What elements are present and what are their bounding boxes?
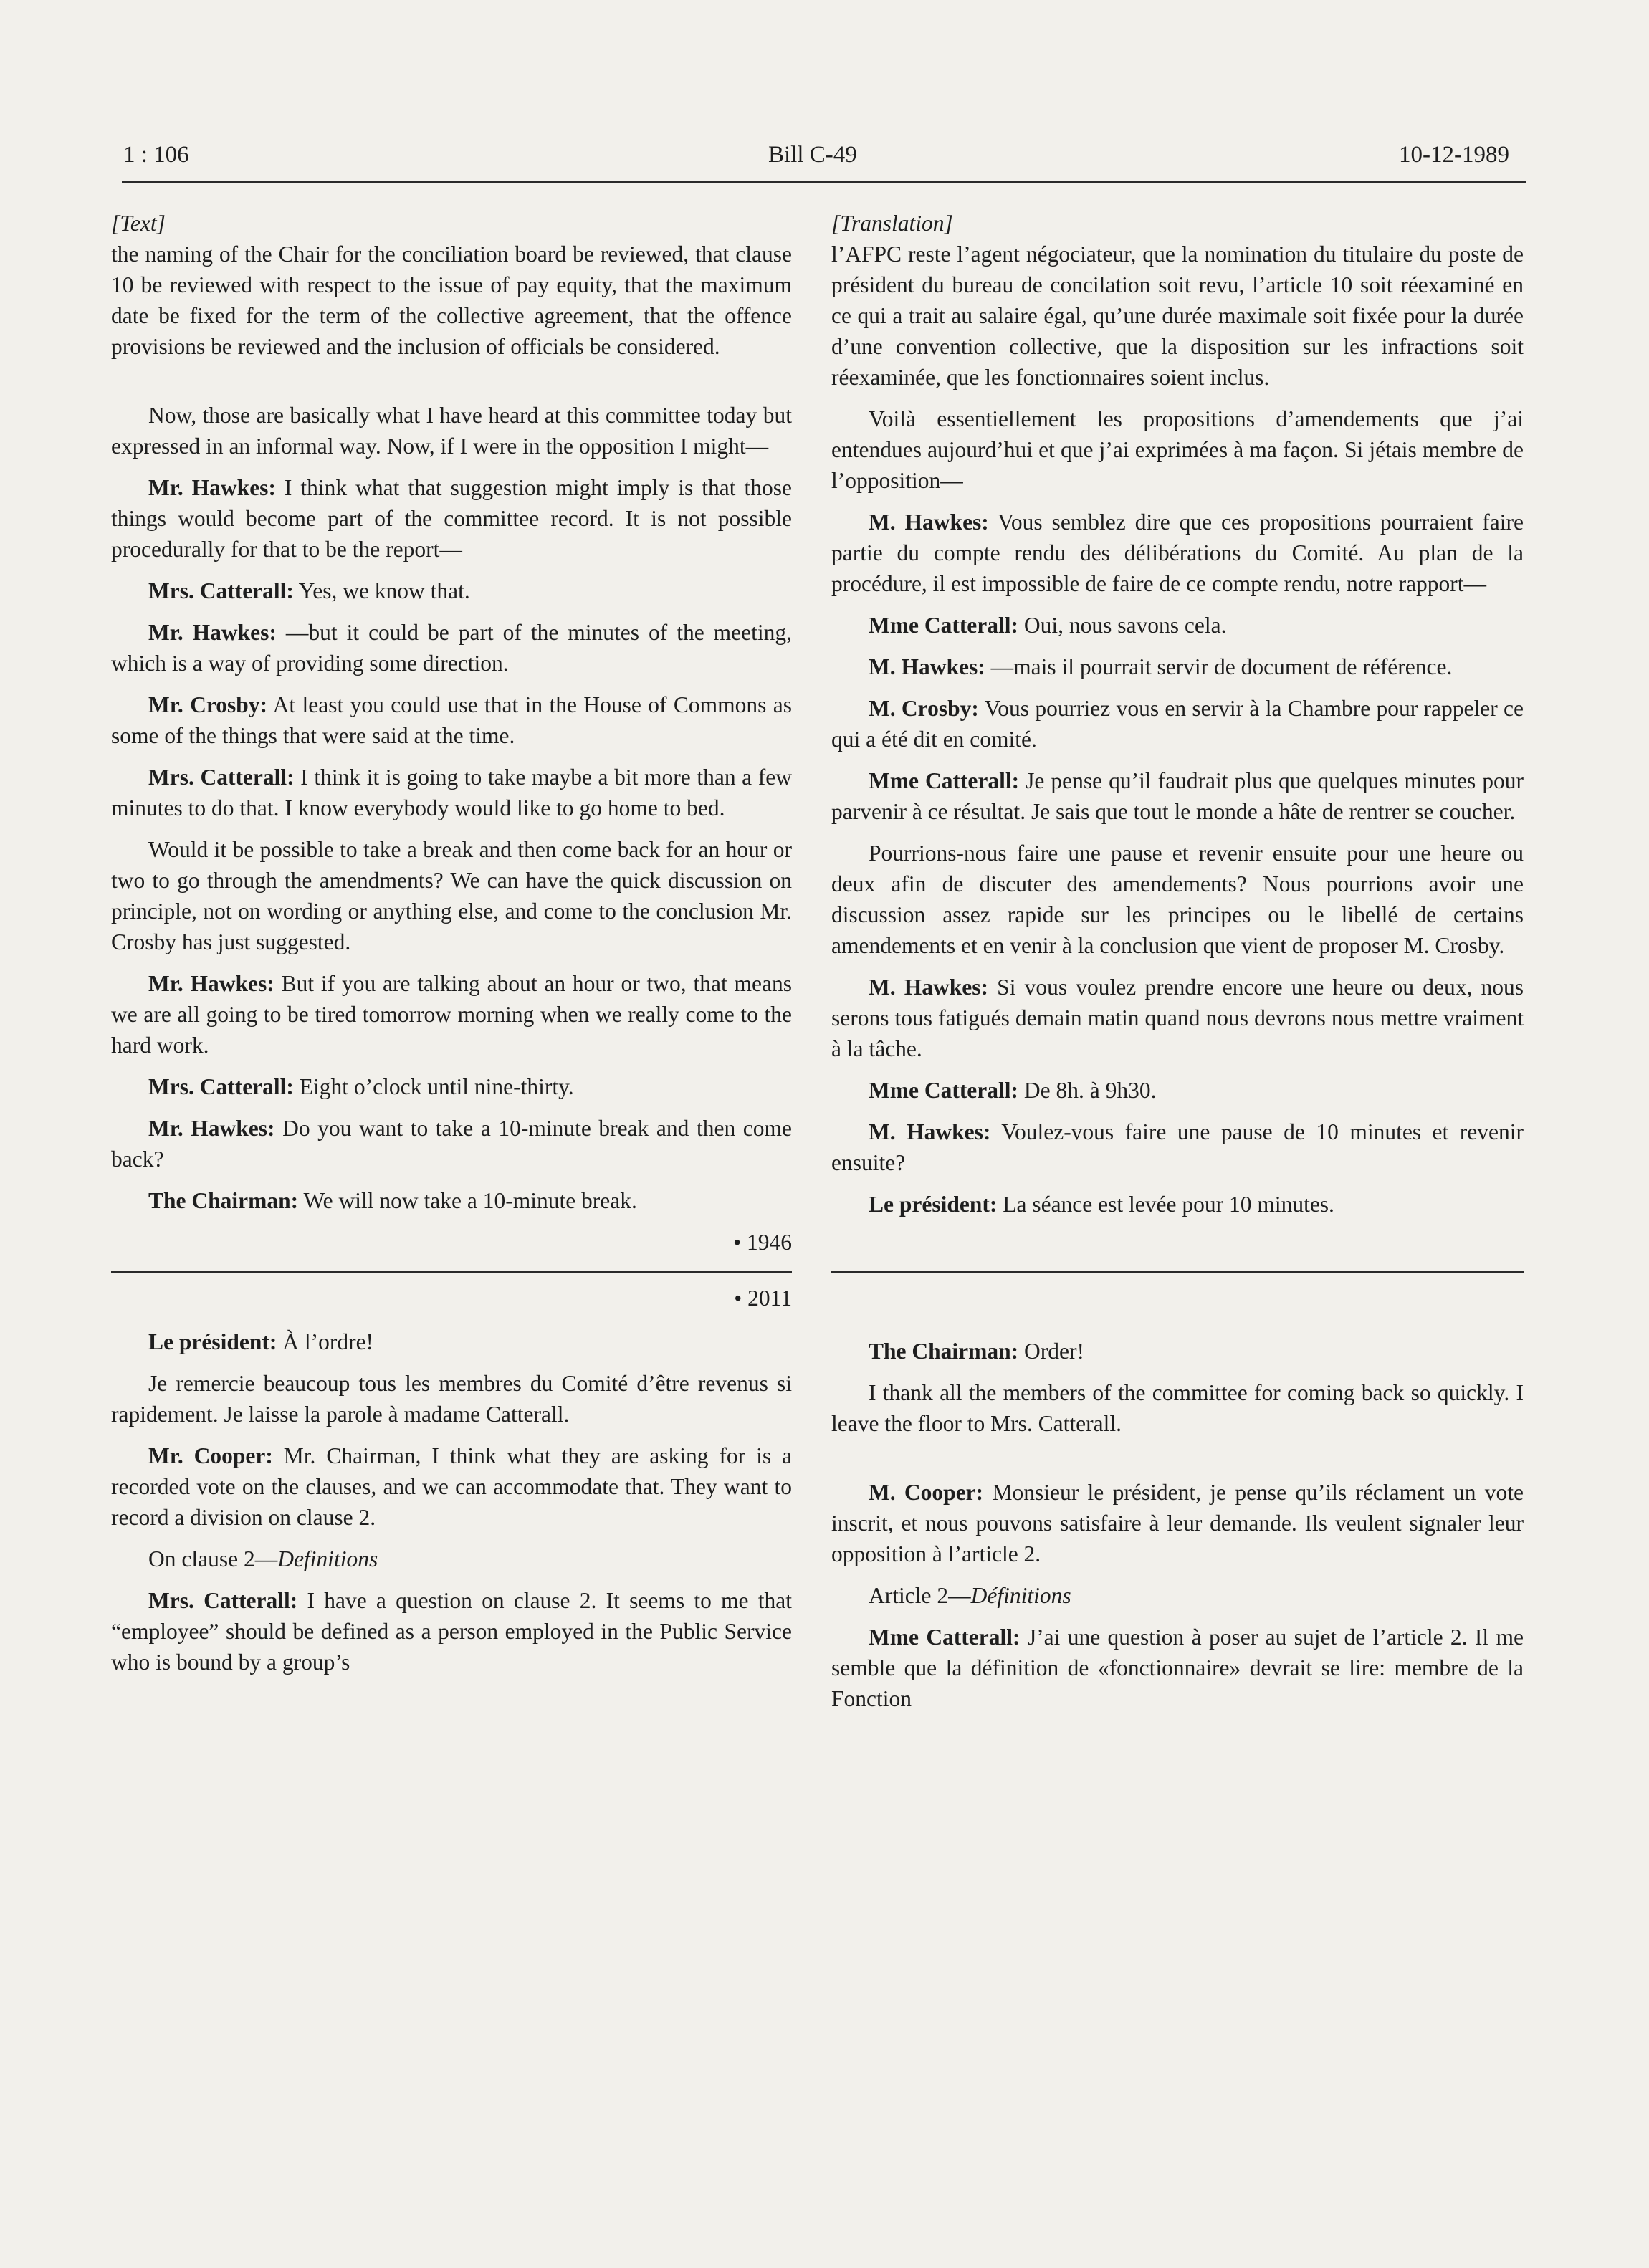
speech [111,968,792,1061]
speech-text: Oui, nous savons cela. [1018,613,1227,638]
speech [111,472,792,565]
speech [831,1622,1524,1714]
paragraph: Je remercie beaucoup tous les membres du Comité d’être revenus si rapidement. Je laisse la parole à madame Catterall. [111,1371,792,1427]
left-column [111,208,792,1688]
speaker: Mr. Crosby: [148,692,268,717]
clause-title: Définitions [970,1583,1071,1608]
speech-text: Mr. Chairman, I think what they are asking for is a recorded vote on the clauses, and we can accommodate that. They want to record a division on clause 2. [111,1443,792,1530]
speech-text: —but it could be part of the minutes of the meeting, which is a way of providing some direction. [111,620,792,676]
page-number: 1 : 106 [123,142,189,168]
speech [111,1326,792,1357]
speech [831,651,1524,682]
speech-text: I think what that suggestion might imply is that those things would become part of the committee record. It is not possible procedurally for that to be the report— [111,475,792,562]
paragraph: Pourrions-nous faire une pause et revenir ensuite pour une heure ou deux afin de discuter des amendements? Nous pourrions avoir une discussion assez rapide sur les principes ou le libellé de certains amendements et en venir à la conclusion que vient de proposer M. Crosby. [831,841,1524,958]
speech [111,617,792,679]
speech-text: Si vous voulez prendre encore une heure ou deux, nous serons tous fatigués demain matin quand nous devrons nous mettre vraiment à la tâche. [831,975,1524,1061]
paragraph: Now, those are basically what I have heard at this committee today but expressed in an informal way. Now, if I were in the opposition I might— [111,403,792,459]
speaker: Mr. Hawkes: [148,475,276,500]
speech [831,507,1524,599]
paragraph: I thank all the members of the committee for coming back so quickly. I leave the floor to Mrs. Catterall. [831,1380,1524,1436]
speaker: M. Hawkes: [869,654,985,679]
speech [831,1477,1524,1569]
speech-text: J’ai une question à poser au sujet de l’article 2. Il me semble que la définition de «fonctionnaire» devrait se lire: membre de la Fonction [831,1625,1524,1711]
speech-text: Vous pourriez vous en servir à la Chambre pour rappeler ce qui a été dit en comité. [831,696,1524,752]
paragraph: Would it be possible to take a break and then come back for an hour or two to go through the amendments? We can have the quick discussion on principle, not on wording or anything else, and come to the conclusion Mr. Crosby has just suggested. [111,837,792,954]
speaker: Mr. Hawkes: [148,1116,275,1141]
speech-text: Eight o’clock until nine-thirty. [293,1074,574,1099]
speech-text: Do you want to take a 10-minute break and then come back? [111,1116,792,1172]
speech-text: At least you could use that in the House of Commons as some of the things that were said at the time. [111,692,793,748]
right-column [831,208,1524,1725]
clause-heading [831,1580,1524,1611]
speaker: Mme Catterall: [869,1625,1021,1650]
speaker: M. Hawkes: [869,509,989,535]
speech-text: I have a question on clause 2. It seems to me that “employee” should be defined as a person employed in the Public Service who is bound by a group’s [111,1588,792,1675]
speech-text: À l’ordre! [277,1329,374,1354]
speaker: The Chairman: [148,1188,299,1213]
paragraph: Voilà essentiellement les propositions d’amendements que j’ai entendues aujourd’hui et que j’ai exprimées à ma façon. Si jétais membre de l’opposition— [831,406,1524,493]
speech [111,1113,792,1174]
speaker: Le président: [148,1329,277,1354]
speech [831,765,1524,827]
paragraph: the naming of the Chair for the conciliation board be reviewed, that clause 10 be reviewed with respect to the issue of pay equity, that the maximum date be fixed for the term of the collective agreement, that the offence provisions be reviewed and the inclusion of officials be considered. [111,241,792,359]
speech [831,972,1524,1064]
speech-text: De 8h. à 9h30. [1018,1078,1157,1103]
speaker: M. Crosby: [869,696,979,721]
bill-title: Bill C-49 [768,142,857,168]
speech-text: We will now take a 10-minute break. [298,1188,637,1213]
header-date: 10-12-1989 [1399,142,1509,168]
section-rule [111,1271,792,1273]
text-tag: [Text] [111,211,166,236]
clause-heading [111,1544,792,1574]
clause-title: Definitions [277,1546,378,1571]
speech-text: But if you are talking about an hour or two, that means we are all going to be tired tomorrow morning when we really come to the hard work. [111,971,792,1058]
paragraph: l’AFPC reste l’agent négociateur, que la nomination du titulaire du poste de président du bureau de concilation soit revu, l’article 10 soit réexaminé en ce qui a trait au salaire égal, qu’une durée maximale soit fixée pour la durée d’une convention collective, que la disposition sur les infractions soit réexaminée, que les fonctionnaires soient inclus. [831,241,1524,390]
speaker: Mrs. Catterall: [148,1588,298,1613]
speech [111,762,792,823]
speech-text: Order! [1018,1339,1084,1364]
section-rule [831,1271,1524,1273]
speech [831,1075,1524,1106]
speaker: M. Hawkes: [869,975,989,1000]
speech-text: I think it is going to take maybe a bit more than a few minutes to do that. I know everybody would like to go home to bed. [111,765,792,820]
speaker: M. Hawkes: [869,1119,991,1144]
timestamp: • 1946 [733,1230,792,1255]
speech [831,1336,1524,1367]
speech-text: Monsieur le président, je pense qu’ils réclament un vote inscrit, et nous pouvons satisfaire à leur demande. Ils veulent signaler leur opposition à l’article 2. [831,1480,1524,1566]
speech [831,610,1524,641]
speaker: Mme Catterall: [869,1078,1019,1103]
speaker: M. Cooper: [869,1480,984,1505]
speech-text: Vous semblez dire que ces propositions pourraient faire partie du compte rendu des délibérations du Comité. Au plan de la procédure, il est impossible de faire de ce compte rendu, notre rapport— [831,509,1524,596]
speaker: Mrs. Catterall: [148,578,294,603]
speaker: Mr. Cooper: [148,1443,273,1468]
speech [831,693,1524,755]
speaker: Mr. Hawkes: [148,971,274,996]
speech-text: Voulez-vous faire une pause de 10 minutes et revenir ensuite? [831,1119,1524,1175]
translation-tag: [Translation] [831,211,953,236]
speech [111,575,792,606]
clause-prefix: On clause 2— [148,1546,278,1571]
speaker: The Chairman: [869,1339,1019,1364]
speech [111,1585,792,1678]
header-rule [122,181,1526,183]
speaker: Mrs. Catterall: [148,765,295,790]
speaker: Mr. Hawkes: [148,620,277,645]
speech [111,1440,792,1533]
speech [831,1189,1524,1220]
speaker: Mrs. Catterall: [148,1074,294,1099]
speech [111,1185,792,1216]
speaker: Le président: [869,1192,998,1217]
clause-prefix: Article 2— [869,1583,971,1608]
speaker: Mme Catterall: [869,768,1020,793]
speech-text: Je pense qu’il faudrait plus que quelques minutes pour parvenir à ce résultat. Je sais que tout le monde a hâte de rentrer se coucher. [831,768,1524,824]
speech [111,689,792,751]
speech [111,1071,792,1102]
speech-text: La séance est levée pour 10 minutes. [997,1192,1334,1217]
speech [831,1116,1524,1178]
timestamp: • 2011 [734,1286,792,1311]
speech-text: Yes, we know that. [293,578,470,603]
speaker: Mme Catterall: [869,613,1019,638]
speech-text: —mais il pourrait servir de document de référence. [985,654,1453,679]
